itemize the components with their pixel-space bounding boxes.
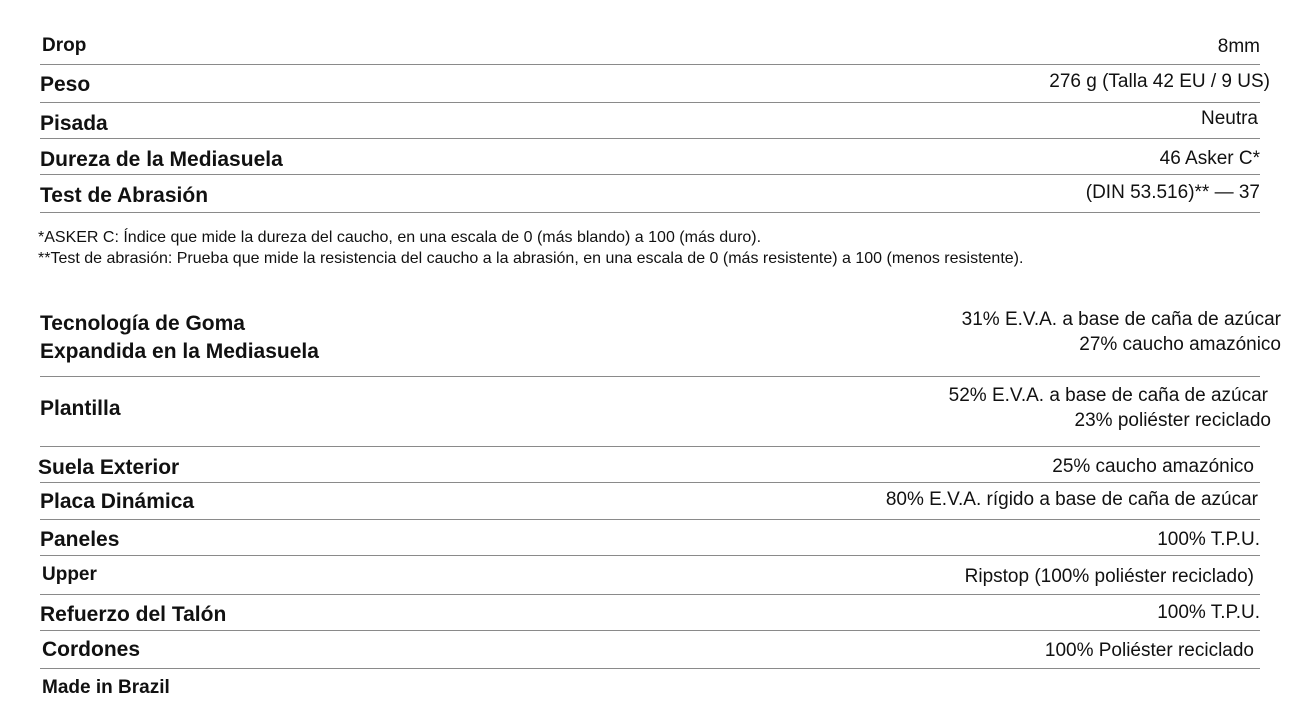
material-row-cordones — [40, 630, 1260, 669]
spec-value: (DIN 53.516)** — 37 — [1085, 182, 1260, 203]
material-value: 100% T.P.U. — [1157, 602, 1260, 623]
material-label: Placa Dinámica — [40, 490, 195, 513]
footnote-asker: *ASKER C: Índice que mide la dureza del caucho, en una escala de 0 (más blando) a 100 (más duro). — [38, 229, 762, 246]
material-label: Upper — [42, 564, 97, 585]
material-value-line: 31% E.V.A. a base de caña de azúcar — [961, 309, 1281, 330]
spec-value: 46 Asker C* — [1159, 148, 1260, 169]
material-label: Cordones — [42, 638, 141, 661]
material-row-mediasuela — [40, 302, 1281, 377]
origin-label: Made in Brazil — [42, 677, 170, 698]
spec-label: Test de Abrasión — [40, 184, 209, 207]
material-label: Refuerzo del Talón — [40, 603, 227, 626]
material-row-placa — [40, 482, 1260, 520]
material-value — [962, 307, 1281, 357]
spec-value: Neutra — [1200, 108, 1258, 129]
footnote-abrasion: **Test de abrasión: Prueba que mide la resistencia del caucho a la abrasión, en una escala de 0 (más resistente) a 100 (menos resistente). — [38, 250, 1024, 267]
material-row-plantilla — [40, 376, 1271, 447]
material-row-origin — [40, 668, 1260, 708]
spec-row-dureza — [40, 138, 1260, 175]
material-row-talon — [40, 594, 1260, 631]
material-value: 80% E.V.A. rígido a base de caña de azúcar — [885, 489, 1258, 510]
material-row-suela — [40, 446, 1260, 483]
material-row-paneles — [40, 519, 1260, 556]
spec-label: Pisada — [40, 112, 108, 135]
material-label — [40, 310, 319, 366]
material-label: Suela Exterior — [38, 456, 180, 479]
spec-value: 276 g (Talla 42 EU / 9 US) — [1049, 71, 1270, 92]
spec-row-pisada — [40, 102, 1260, 139]
material-value: 100% Poliéster reciclado — [1044, 640, 1254, 661]
spec-label: Dureza de la Mediasuela — [40, 148, 283, 171]
material-value-line: 27% caucho amazónico — [1079, 334, 1281, 355]
material-value — [949, 383, 1271, 433]
material-label: Plantilla — [40, 397, 121, 420]
material-value: 25% caucho amazónico — [1052, 456, 1254, 477]
material-row-upper — [40, 555, 1260, 595]
material-label: Paneles — [40, 528, 120, 551]
spec-row-peso — [40, 64, 1270, 103]
spec-value: 8mm — [1217, 36, 1260, 57]
material-label-line: Tecnología de Goma — [40, 312, 245, 335]
material-label-line: Expandida en la Mediasuela — [40, 340, 319, 363]
material-value-line: 52% E.V.A. a base de caña de azúcar — [948, 385, 1268, 406]
spec-row-drop — [40, 30, 1260, 65]
material-value-line: 23% poliéster reciclado — [1074, 410, 1271, 431]
spec-label: Peso — [40, 73, 91, 96]
material-value: 100% T.P.U. — [1157, 529, 1260, 550]
spec-row-abrasion — [40, 174, 1260, 213]
spec-label: Drop — [42, 35, 87, 56]
material-value: Ripstop (100% poliéster reciclado) — [964, 566, 1254, 587]
